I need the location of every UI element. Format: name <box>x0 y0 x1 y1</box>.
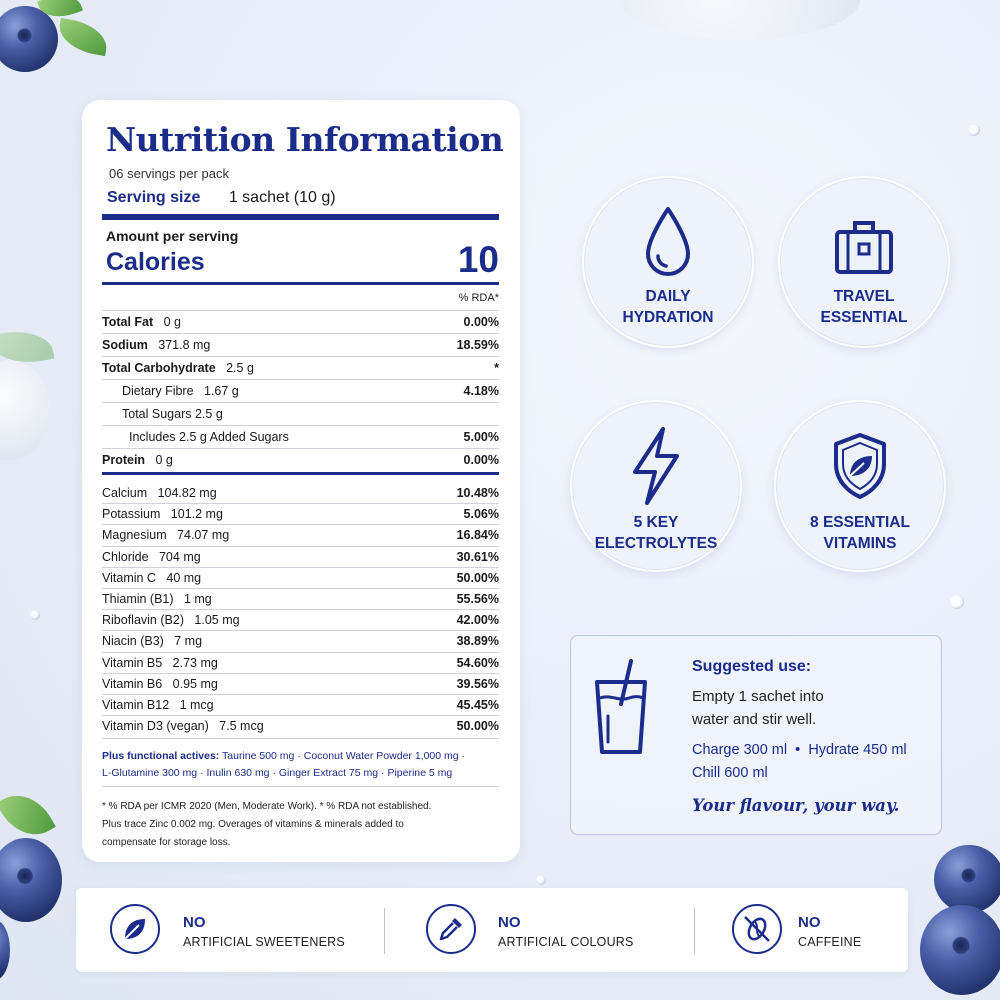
functional-item: Ginger Extract 75 mg <box>278 767 379 779</box>
claim-no: NO <box>183 914 206 931</box>
nutrient-name: Magnesium <box>102 528 167 543</box>
functional-label: Plus functional actives: <box>102 750 220 762</box>
nutrient-name: Chloride <box>102 549 149 564</box>
nutrient-row <box>102 567 499 588</box>
nutrient-rda: 39.56% <box>456 676 499 691</box>
nutrient-amount: 371.8 mg <box>158 338 211 352</box>
lightning-icon <box>629 426 683 511</box>
divider <box>694 908 695 954</box>
nutrient-name: Includes 2.5 g Added Sugars <box>129 430 289 444</box>
nutrient-rda: * <box>494 361 499 375</box>
claims-strip <box>76 888 908 972</box>
amount-per-serving: Amount per serving <box>106 228 239 244</box>
nutrient-rda: 30.61% <box>456 549 499 564</box>
nutrient-row <box>102 694 499 715</box>
functional-item: Inulin 630 mg <box>206 767 270 779</box>
nutrition-title: Nutrition Information <box>106 120 504 159</box>
glass-with-straw-icon <box>593 658 649 763</box>
nutrient-rda: 54.60% <box>456 655 499 670</box>
serving-size-label: Serving size <box>107 189 201 206</box>
nutrient-amount: 104.82 mg <box>157 485 217 500</box>
nutrient-row <box>102 333 499 356</box>
divider <box>102 786 499 787</box>
feature-label: 5 KEY <box>633 514 679 531</box>
nutrient-amount: 101.2 mg <box>170 507 223 522</box>
nutrient-amount: 1 mcg <box>179 698 214 713</box>
dilution-chill: Chill 600 ml <box>692 765 768 781</box>
nutrient-row <box>102 652 499 673</box>
nutrient-row <box>102 503 499 524</box>
nutrient-amount: 1 mg <box>183 592 212 607</box>
functional-actives: Plus functional actives: Taurine 500 mg · Coconut Water Powder 1,000 mg · L-Glutamine 300 mg · Inulin 630 mg · Ginger Extract 75 mg · Piperine 5 mg <box>102 750 466 779</box>
feature-vitamins <box>774 400 946 572</box>
suitcase-icon <box>834 218 894 281</box>
nutrient-amount: 0 g <box>155 453 173 467</box>
nutrient-rda: 45.45% <box>456 698 499 713</box>
feature-label: DAILY <box>645 288 691 305</box>
nutrient-amount: 0.95 mg <box>172 676 218 691</box>
nutrient-rda: 16.84% <box>456 528 499 543</box>
nutrient-rda: 5.06% <box>463 507 499 522</box>
leaf-icon <box>110 904 160 954</box>
nutrient-row <box>102 425 499 448</box>
servings-per-pack: 06 servings per pack <box>109 166 229 181</box>
nutrient-name: Protein <box>102 453 146 467</box>
footnote-line: * % RDA per ICMR 2020 (Men, Moderate Work). * % RDA not established. <box>102 801 432 812</box>
suggested-use-text: Empty 1 sachet into <box>692 688 824 705</box>
nutrient-row <box>102 673 499 694</box>
nutrient-row <box>102 310 499 333</box>
nutrient-amount: 1.05 mg <box>194 613 240 628</box>
nutrient-row <box>102 402 499 425</box>
divider <box>102 282 499 285</box>
nutrient-name: Vitamin D3 (vegan) <box>102 719 209 734</box>
nutrient-amount: 7.5 mcg <box>219 719 264 734</box>
divider <box>102 214 499 220</box>
feature-label: TRAVEL <box>833 288 895 305</box>
serving-size-value: 1 sachet (10 g) <box>228 189 336 206</box>
nutrient-rda: 50.00% <box>456 570 499 585</box>
nutrient-rda: 18.59% <box>456 338 499 352</box>
claim-no: NO <box>798 914 821 931</box>
nutrient-name: Potassium <box>102 507 161 522</box>
nutrient-row <box>102 356 499 379</box>
nutrient-name: Riboflavin (B2) <box>102 613 184 628</box>
nutrition-facts-card <box>82 100 520 862</box>
nutrient-name: Calcium <box>102 485 148 500</box>
nutrient-amount: 0 g <box>163 315 181 329</box>
nutrient-name: Dietary Fibre <box>122 384 194 398</box>
nutrient-rda: 38.89% <box>456 634 499 649</box>
feature-travel-essential <box>778 176 950 348</box>
feature-label: HYDRATION <box>622 309 714 326</box>
nutrient-amount: 2.5 g <box>194 407 223 421</box>
nutrient-name: Sodium <box>102 338 148 352</box>
dilution-options: Charge 300 ml • Hydrate 450 ml <box>692 742 907 758</box>
functional-item: Taurine 500 mg <box>222 750 295 762</box>
nutrient-row <box>102 715 499 736</box>
nutrient-amount: 40 mg <box>166 570 202 585</box>
nutrient-rda: 0.00% <box>463 315 499 329</box>
nutrient-row <box>102 546 499 567</box>
nutrient-rda: 42.00% <box>456 613 499 628</box>
functional-item: Coconut Water Powder 1,000 mg <box>303 750 459 762</box>
claim-label: CAFFEINE <box>798 935 862 949</box>
nutrient-name: Total Sugars <box>122 407 192 421</box>
nutrient-amount: 74.07 mg <box>177 528 230 543</box>
functional-item: Piperine 5 mg <box>387 767 453 779</box>
water-drop-icon <box>644 206 692 283</box>
nutrient-amount: 704 mg <box>158 549 201 564</box>
claim-no: NO <box>498 914 521 931</box>
footnote-line: compensate for storage loss. <box>102 837 231 848</box>
nutrient-rda: 5.00% <box>463 430 499 444</box>
tagline: Your flavour, your way. <box>692 796 900 815</box>
nutrient-rda: 0.00% <box>463 453 499 467</box>
nutrient-row <box>102 482 499 503</box>
nutrient-rda: 50.00% <box>456 719 499 734</box>
nutrient-name: Vitamin B12 <box>102 698 170 713</box>
suggested-use-panel <box>570 635 942 835</box>
suggested-use-title: Suggested use: <box>692 658 812 675</box>
feature-electrolytes <box>570 400 742 572</box>
feature-label: VITAMINS <box>823 535 897 552</box>
divider <box>384 908 385 954</box>
nutrient-row <box>102 524 499 545</box>
feature-daily-hydration <box>582 176 754 348</box>
nutrient-amount: 2.5 g <box>226 361 254 375</box>
nutrient-name: Thiamin (B1) <box>102 592 174 607</box>
nutrient-name: Vitamin C <box>102 570 156 585</box>
nutrient-name: Total Fat <box>102 315 154 329</box>
nutrient-name: Vitamin B6 <box>102 676 163 691</box>
claim-label: ARTIFICIAL COLOURS <box>498 935 634 949</box>
serving-size-row <box>107 189 336 207</box>
feature-label: ELECTROLYTES <box>594 535 718 552</box>
nutrient-row <box>102 448 499 471</box>
dropper-icon <box>426 904 476 954</box>
divider <box>102 738 499 739</box>
nutrient-rda: 55.56% <box>456 592 499 607</box>
footnote-line: Plus trace Zinc 0.002 mg. Overages of vitamins & minerals added to <box>102 819 404 830</box>
rda-header: % RDA* <box>458 292 499 304</box>
nutrient-amount: 2.73 mg <box>172 655 218 670</box>
footnote <box>102 798 502 852</box>
shield-leaf-icon <box>832 432 888 505</box>
nutrient-rda: 10.48% <box>456 485 499 500</box>
feature-label: 8 ESSENTIAL <box>810 514 910 531</box>
nutrient-name: Total Carbohydrate <box>102 361 216 375</box>
dilution-charge: Charge 300 ml <box>692 742 788 758</box>
calories-value: 10 <box>457 239 499 280</box>
nutrient-name: Niacin (B3) <box>102 634 164 649</box>
divider <box>102 472 499 475</box>
nutrient-row <box>102 609 499 630</box>
nutrient-row <box>102 379 499 402</box>
functional-item: L-Glutamine 300 mg <box>102 767 198 779</box>
dilution-hydrate: Hydrate 450 ml <box>808 742 907 758</box>
nutrient-row <box>102 630 499 651</box>
no-caffeine-icon <box>732 904 782 954</box>
nutrient-row <box>102 588 499 609</box>
feature-label: ESSENTIAL <box>820 309 908 326</box>
calories-label: Calories <box>106 248 205 276</box>
nutrient-amount: 1.67 g <box>203 384 239 398</box>
nutrient-name: Vitamin B5 <box>102 655 163 670</box>
claim-label: ARTIFICIAL SWEETENERS <box>183 935 345 949</box>
nutrient-amount: 7 mg <box>174 634 203 649</box>
nutrient-rda: 4.18% <box>463 384 499 398</box>
suggested-use-text: water and stir well. <box>692 711 817 728</box>
